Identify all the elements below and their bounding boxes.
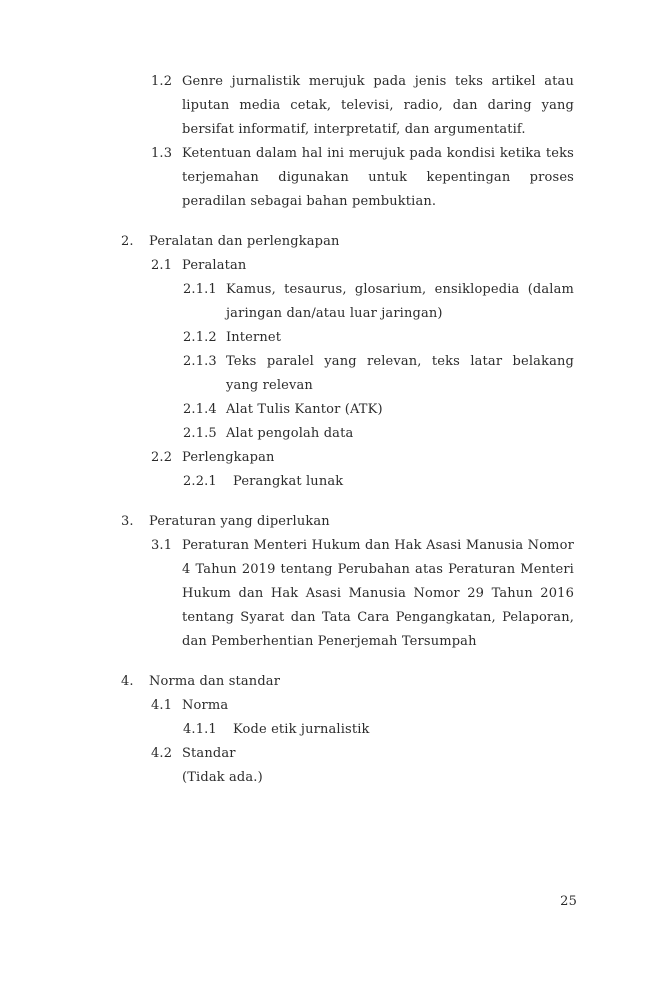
- section: [121, 230, 574, 494]
- item-text: Ketentuan dalam hal ini merujuk pada kondisi ketika teks terjemahan digunakan untuk kepentingan proses peradilan sebagai bahan pembuktian.: [182, 146, 574, 209]
- item-number: 2.1.4: [183, 402, 217, 417]
- document-content: [121, 70, 574, 790]
- item-text: Peralatan dan perlengkapan: [149, 234, 340, 249]
- item-number: 2.1: [151, 258, 173, 273]
- item-text: Perangkat lunak: [233, 474, 344, 489]
- section-header: [121, 670, 574, 694]
- item-number: 1.2: [151, 74, 173, 89]
- item-text: Peralatan: [182, 258, 247, 273]
- item-number: 3.1: [151, 538, 173, 553]
- item-number: 4.2: [151, 746, 173, 761]
- item-number: 2.1.3: [183, 354, 217, 369]
- list-item: [151, 766, 574, 790]
- section: [121, 670, 574, 790]
- item-text: Perlengkapan: [182, 450, 275, 465]
- item-text: Teks paralel yang relevan, teks latar belakang yang relevan: [226, 354, 574, 393]
- list-item: [183, 398, 574, 422]
- section: [121, 510, 574, 654]
- list-item: [151, 254, 574, 278]
- item-number: 4.1.1: [183, 722, 217, 737]
- list-item: [183, 278, 574, 326]
- item-text: Alat Tulis Kantor (ATK): [226, 402, 383, 417]
- item-text: Norma dan standar: [149, 674, 281, 689]
- section-header: [121, 230, 574, 254]
- item-text: Internet: [226, 330, 282, 345]
- item-number: 2.1.2: [183, 330, 217, 345]
- item-text: Standar: [182, 746, 236, 761]
- item-text: (Tidak ada.): [182, 770, 263, 785]
- list-item: [183, 470, 574, 494]
- list-item: [183, 326, 574, 350]
- section-header: [121, 510, 574, 534]
- item-text: Peraturan Menteri Hukum dan Hak Asasi Manusia Nomor 4 Tahun 2019 tentang Perubahan atas Peraturan Menteri Hukum dan Hak Asasi Manusia Nomor 29 Tahun 2016 tentang Syarat dan Tata Cara Pengangkatan, Pelaporan, dan Pemberhentian Penerjemah Tersumpah: [182, 538, 574, 649]
- item-text: Kode etik jurnalistik: [233, 722, 370, 737]
- item-text: Genre jurnalistik merujuk pada jenis teks artikel atau liputan media cetak, televisi, radio, dan daring yang bersifat informatif, interpretatif, dan argumentatif.: [182, 74, 574, 137]
- list-item: [151, 694, 574, 718]
- list-item: [183, 422, 574, 446]
- item-number: 2.1.5: [183, 426, 217, 441]
- item-text: Kamus, tesaurus, glosarium, ensiklopedia (dalam jaringan dan/atau luar jaringan): [226, 282, 574, 321]
- item-number: 2.1.1: [183, 282, 217, 297]
- item-number: 2.: [121, 234, 134, 249]
- item-text: Alat pengolah data: [226, 426, 354, 441]
- item-number: 4.: [121, 674, 134, 689]
- list-item: [183, 718, 574, 742]
- item-text: Peraturan yang diperlukan: [149, 514, 330, 529]
- list-item: [183, 350, 574, 398]
- list-item: [151, 70, 574, 142]
- item-number: 4.1: [151, 698, 173, 713]
- list-item: [151, 534, 574, 654]
- item-number: 2.2.1: [183, 474, 217, 489]
- list-item: [151, 446, 574, 470]
- item-number: 2.2: [151, 450, 173, 465]
- page-number: 25: [560, 894, 577, 909]
- item-number: 1.3: [151, 146, 173, 161]
- list-item: [151, 742, 574, 766]
- item-text: Norma: [182, 698, 229, 713]
- item-number: 3.: [121, 514, 134, 529]
- section: [121, 70, 574, 214]
- list-item: [151, 142, 574, 214]
